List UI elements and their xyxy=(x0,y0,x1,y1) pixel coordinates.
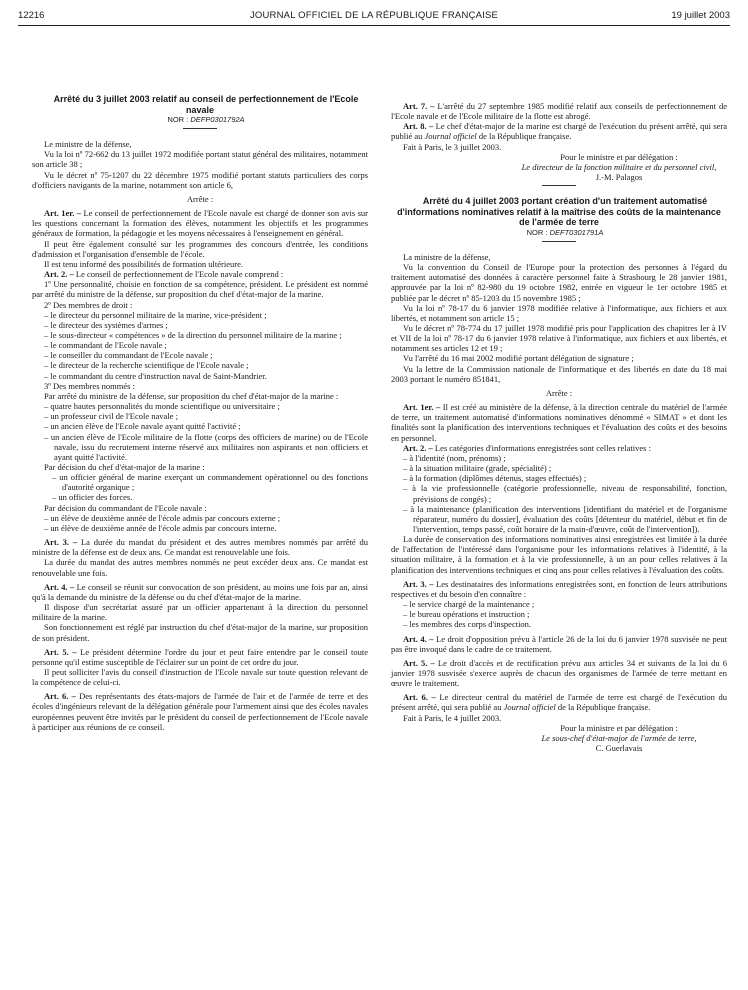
article: Art. 8. – Le chef d'état-major de la marine est chargé de l'exécution du présent arrêté, qui sera publié au Journal officiel de la République française. xyxy=(391,121,728,142)
list-item: – le commandant du centre d'instruction naval de Saint-Mandrier. xyxy=(44,370,267,381)
signatory-title: Le sous-chef d'état-major de l'armée de terre, xyxy=(541,732,697,743)
paragraph: Vu la convention du Conseil de l'Europe pour la protection des personnes à l'égard du traitement automatisé des données à caractère personnel faite à Strasbourg le 28 janvier 1981, approuvée par la loi nº 82-980 du 19 octobre 1982, entrée en vigueur le 1er octobre 1985 et publiée par le décret nº 85-1203 du 15 novembre 1985 ; xyxy=(391,262,727,303)
article: Art. 4. – Le conseil se réunit sur convocation de son président, au moins une fois par an, ainsi qu'à la demande du ministre de la défense ou du chef d'état-major de la marine. xyxy=(32,581,369,602)
paragraph: Par décision du chef d'état-major de la marine : xyxy=(44,462,205,472)
article: Art. 1er. – Le conseil de perfectionnement de l'Ecole navale est chargé de donner son avis sur les questions concernant la formation des élèves, notamment les objectifs et les programmes généraux de formation, la pédagogie et les moyens nécessaires à l'enseignement en général. xyxy=(32,208,369,239)
right-column xyxy=(391,101,727,753)
page-number: 12216 xyxy=(18,10,45,21)
article: Art. 6. – Des représentants des états-majors de l'armée de l'air et de l'armée de terre et des écoles d'ingénieurs relevant de la délégation générale pour l'armement ainsi que des écoles navales européennes peuvent être invités par le président du conseil de perfectionnement de l'Ecole navale à participer aux réunions de ce conseil. xyxy=(32,691,369,732)
paragraph: Vu le décret nº 75-1207 du 22 décembre 1975 modifié portant statuts particuliers des corps d'officiers navigants de la marine, notamment son article 6, xyxy=(32,169,368,190)
signatory-name: J.-M. Palagos xyxy=(595,172,643,183)
signing-place-date: Fait à Paris, le 3 juillet 2003. xyxy=(403,141,502,152)
delegation-line: Pour la ministre et par délégation : xyxy=(560,722,678,733)
list-item: – le commandant de l'Ecole navale ; xyxy=(44,340,167,351)
article: Art. 2. – Le conseil de perfectionnement de l'Ecole navale comprend : xyxy=(44,269,284,280)
list-item: – le directeur des systèmes d'armes ; xyxy=(44,319,168,330)
article: Art. 4. – Le droit d'opposition prévu à l'article 26 de la loi du 6 janvier 1978 susvisée ne peut pas être invoqué dans le cadre de ce traitement. xyxy=(391,633,727,654)
list-item: – le conseiller du commandant de l'Ecole navale ; xyxy=(44,350,213,361)
list-item: – un officier des forces. xyxy=(52,492,133,503)
list-item: – un officier général de marine exerçant un commandement opérationnel ou des fonctions d'autorité organique ; xyxy=(52,472,368,493)
paragraph: Vu la loi nº 78-17 du 6 janvier 1978 modifiée relative à l'informatique, aux fichiers et aux libertés, et notamment son article 15 ; xyxy=(391,302,727,323)
paragraph: La ministre de la défense, xyxy=(403,251,491,262)
title-separator xyxy=(542,241,576,242)
page-header xyxy=(18,10,730,26)
list-item: – le sous-directeur « compétences » de la direction du personnel militaire de la marine ; xyxy=(44,329,342,340)
left-column xyxy=(32,94,368,732)
list-item: – un ancien élève de l'Ecole navale ayant quitté l'activité ; xyxy=(44,421,241,432)
list-item: – quatre hautes personnalités du monde scientifique ou universitaire ; xyxy=(44,401,280,412)
list-item: – un élève de deuxième année de l'école admis par concours interne. xyxy=(44,522,277,533)
list-item: – un professeur civil de l'Ecole navale ; xyxy=(44,411,178,422)
article: Art. 7. – L'arrêté du 27 septembre 1985 modifié relatif aux conseils de perfectionnement de l'Ecole navale et de l'Ecole militaire de la flotte est abrogé. xyxy=(391,101,727,122)
list-item: – à la vie professionnelle (catégorie professionnelle, niveau de responsabilité, fonction, prévisions de congés) ; xyxy=(403,483,727,504)
paragraph: Il est tenu informé des possibilités de formation ultérieure. xyxy=(44,258,243,269)
article: Art. 6. – Le directeur central du matériel de l'armée de terre est chargé de l'exécution du présent arrêté, qui sera publié au Journal officiel de la République française. xyxy=(391,692,728,713)
signatory-title: Le directeur de la fonction militaire et du personnel civil, xyxy=(521,161,717,172)
paragraph: Il dispose d'un secrétariat assuré par un officier appartenant à la direction du personnel militaire de la marine. xyxy=(32,602,368,623)
arrete-heading: Arrête : xyxy=(545,387,573,398)
list-item: – à la maintenance (planification des interventions [identifiant du matériel et de l'organisme réparateur, numéro du dossier], évaluation des coûts [détenteur du matériel, début et fin de l'intervention, temps passé, coût horaire de la main-d'œuvre, coût de l'intervention]). xyxy=(403,503,727,534)
arrete-heading: Arrête : xyxy=(186,193,214,204)
nor-reference: NOR : DEFP0301792A xyxy=(167,115,245,124)
list-item: – les membres des corps d'inspection. xyxy=(403,619,532,630)
list-item: – le directeur de la recherche scientifique de l'Ecole navale ; xyxy=(44,360,249,371)
paragraph: Son fonctionnement est réglé par instruction du chef d'état-major de la marine, sur proposition de son président. xyxy=(32,622,368,643)
paragraph: 3º Des membres nommés : xyxy=(44,380,135,391)
article: Art. 3. – Les destinataires des informations enregistrées sont, en fonction de leurs attributions respectives et du besoin d'en connaître : xyxy=(391,578,727,599)
list-item: – à la situation militaire (grade, spécialité) ; xyxy=(403,463,552,474)
issue-date: 19 juillet 2003 xyxy=(671,10,730,21)
paragraph: Il peut solliciter l'avis du conseil d'instruction de l'Ecole navale sur toute question relevant de la compétence de celui-ci. xyxy=(32,666,368,688)
paragraph: Il peut être également consulté sur les programmes des concours d'entrée, les conditions d'admission et l'organisation d'ensemble de l'école. xyxy=(32,238,368,259)
article: Art. 5. – Le droit d'accès et de rectification prévu aux articles 34 et suivants de la loi du 6 janvier 1978 susvisée s'exerce auprès de chacun des organismes de l'armée de terre mettant en œuvre le traitement. xyxy=(391,657,727,689)
list-item: – le service chargé de la maintenance ; xyxy=(403,599,535,610)
paragraph: Vu la loi nº 72-662 du 13 juillet 1972 modifiée portant statut général des militaires, notamment son article 38 ; xyxy=(32,149,368,170)
header-rule xyxy=(18,25,730,26)
paragraph: La durée de conservation des informations nominatives ainsi enregistrées est limitée à la durée de l'affectation de l'intéressé dans l'organisme pour les informations relatives à l'identité, à la situation militaire, à la formation et à la vie professionnelle, à un an pour celles relatives à la planification des interventions techniques et cinq ans pour celles relatives à l'évaluation des coûts. xyxy=(391,534,727,575)
paragraph: La durée du mandat des autres membres nommés ne peut excéder deux ans. Ce mandat est renouvelable une fois. xyxy=(32,557,368,578)
list-item: – à l'identité (nom, prénoms) ; xyxy=(403,452,506,463)
article: Art. 3. – La durée du mandat du président et des autres membres nommés par arrêté du ministre de la défense est de deux ans. Ce mandat est renouvelable une fois. xyxy=(32,537,368,558)
article: Art. 5. – Le président détermine l'ordre du jour et peut faire entendre par le conseil toute personne qu'il estime susceptible de l'éclairer sur un point de cet ordre du jour. xyxy=(32,646,369,667)
list-item: – le directeur du personnel militaire de la marine, vice-président ; xyxy=(44,309,267,320)
paragraph: Par décision du commandant de l'Ecole navale : xyxy=(44,502,207,513)
decree-title: Arrêté du 3 juillet 2003 relatif au conseil de perfectionnement de l'Ecole navale xyxy=(53,94,359,115)
signing-place-date: Fait à Paris, le 4 juillet 2003. xyxy=(403,712,502,723)
article: Art. 2. – Les catégories d'informations enregistrées sont celles relatives : xyxy=(403,442,651,453)
list-item: – un ancien élève de l'Ecole militaire de la flotte (corps des officiers de marine) ou de l'Ecole navale, issu du recrutement interne réservé aux militaires non aspirants et non officiers et ayant quitté l'activité. xyxy=(44,431,368,462)
nor-reference: NOR : DEFT0301791A xyxy=(526,227,604,237)
paragraph: Vu la lettre de la Commission nationale de l'informatique et des libertés en date du 18 mai 2003 portant le numéro 851841, xyxy=(391,363,727,384)
decree-separator xyxy=(542,185,576,186)
paragraph: Vu le décret nº 78-774 du 17 juillet 1978 modifié pris pour l'application des chapitres Ier à IV et VII de la loi nº 78-17 du 6 janvier 1978 relative à l'informatique, aux fichiers et aux libertés, et notamment ses articles 12 et 19 ; xyxy=(391,323,727,354)
paragraph: 1º Une personnalité, choisie en fonction de sa compétence, président. Le président est nommé par arrêté du ministre de la défense, sur proposition du chef d'état-major de la marine. xyxy=(32,279,368,300)
paragraph: Vu l'arrêté du 16 mai 2002 modifié portant délégation de signature ; xyxy=(403,353,634,364)
journal-title: JOURNAL OFFICIEL DE LA RÉPUBLIQUE FRANÇAISE xyxy=(249,10,499,21)
paragraph: 2º Des membres de droit : xyxy=(44,299,133,310)
article: Art. 1er. – Il est créé au ministère de la défense, à la direction centrale du matériel de l'armée de terre, un traitement automatisé d'informations nominatives dénommé « SIMAT » et dont les finalités sont la planification des interventions techniques et l'évaluation des coûts et des besoins en personnel. xyxy=(391,402,728,443)
list-item: – le bureau opérations et instruction ; xyxy=(403,609,530,620)
list-item: – à la formation (diplômes détenus, stages effectués) ; xyxy=(403,473,587,484)
signatory-name: C. Guerlavais xyxy=(595,743,643,754)
title-separator xyxy=(183,128,217,129)
paragraph: Le ministre de la défense, xyxy=(44,139,132,150)
list-item: – un élève de deuxième année de l'école admis par concours externe ; xyxy=(44,512,281,523)
delegation-line: Pour le ministre et par délégation : xyxy=(560,151,678,162)
decree-title: Arrêté du 4 juillet 2003 portant création d'un traitement automatisé d'informations nominatives relatif à la maîtrise des coûts de la maintenance de l'armée de terre xyxy=(397,196,721,228)
paragraph: Par arrêté du ministre de la défense, sur proposition du chef d'état-major de la marine : xyxy=(44,390,339,401)
